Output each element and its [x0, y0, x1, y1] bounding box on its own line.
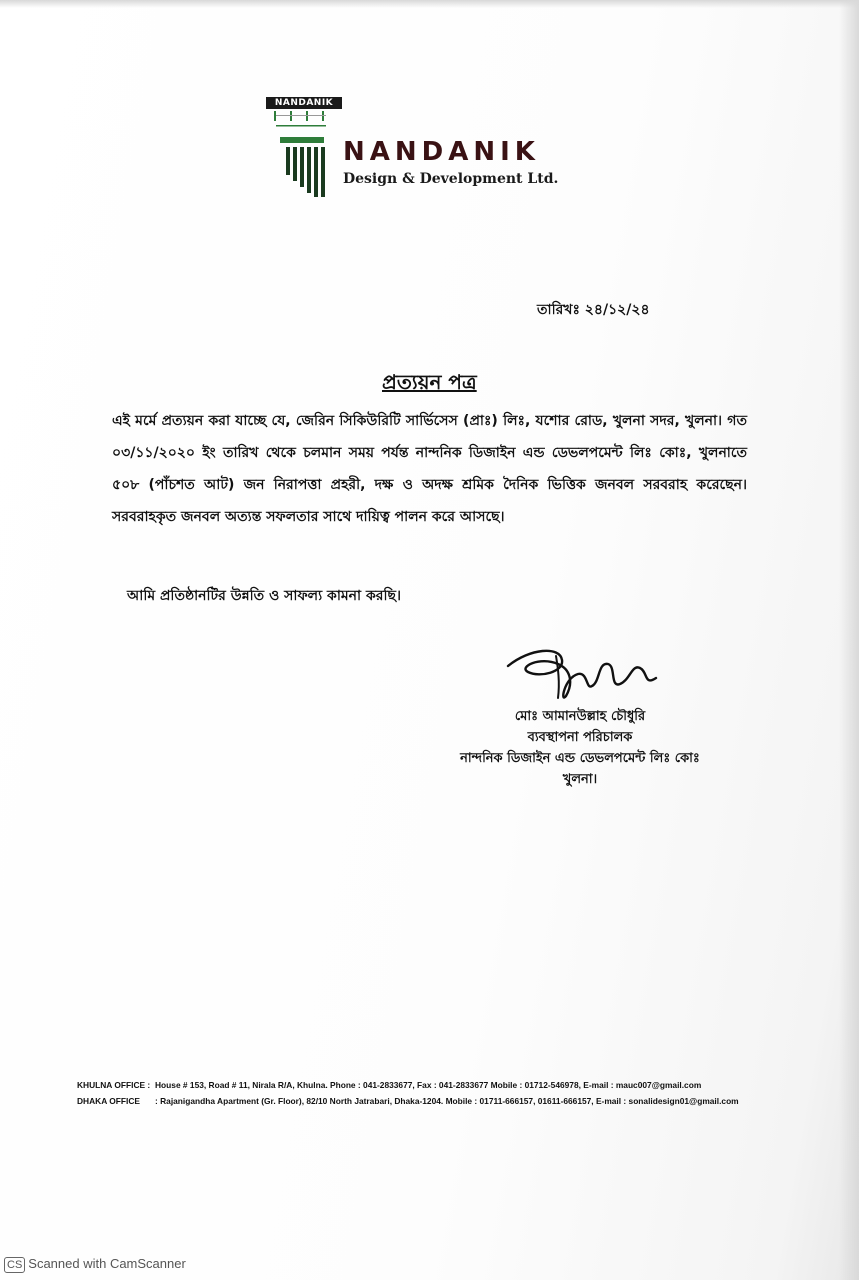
footer-khulna-office	[77, 1077, 817, 1093]
signer-company: নান্দনিক ডিজাইন এন্ড ডেভলপমেন্ট লিঃ কোঃ	[460, 751, 700, 766]
footer-khulna-label: KHULNA OFFICE :	[77, 1080, 151, 1090]
logo-badge: NANDANIK	[266, 97, 342, 109]
scan-top-shadow	[0, 0, 859, 8]
camscanner-icon: CS	[4, 1257, 25, 1273]
logo-company-subtitle: Design & Development Ltd.	[343, 171, 559, 187]
signer-block	[430, 706, 730, 790]
scan-right-shadow	[839, 0, 859, 1280]
letter-body: এই মর্মে প্রত্যয়ন করা যাচ্ছে যে, জেরিন সিকিউরিটি সার্ভিসেস (প্রাঃ) লিঃ, যশোর রোড, খুলনা সদর, খুলনা। গত ০৩/১১/২০২০ ইং তারিখ থেকে চলমান সময় পর্যন্ত নান্দনিক ডিজাইন এন্ড ডেভলপমেন্ট লিঃ কোঃ, খুলনাতে ৫০৮ (পাঁচশত আট) জন নিরাপত্তা প্রহরী, দক্ষ ও অদক্ষ শ্রমিক দৈনিক ভিত্তিক জনবল সরবরাহ করেছেন। সরবরাহকৃত জনবল অত্যন্ত সফলতার সাথে দায়িত্ব পালন করে আসছে।	[112, 413, 747, 525]
logo-company-name: NANDANIK	[343, 137, 540, 167]
footer-dhaka-office	[77, 1093, 817, 1109]
signature-image	[500, 638, 665, 708]
signer-designation: ব্যবস্থাপনা পরিচালক	[527, 730, 633, 745]
footer-dhaka-text: : Rajanigandha Apartment (Gr. Floor), 82/10 North Jatrabari, Dhaka-1204. Mobile : 01711-666157, 01611-666157, E-mail : sonalidesign01@gmail.com	[155, 1096, 739, 1106]
footer-khulna-text: House # 153, Road # 11, Nirala R/A, Khulna. Phone : 041-2833677, Fax : 041-2833677 Mobile : 01712-546978, E-mail : mauc007@gmail.com	[155, 1080, 702, 1090]
company-logo	[266, 97, 566, 202]
signer-name: মোঃ আমানউল্লাহ চৌধুরি	[514, 709, 646, 724]
letter-date: তারিখঃ ২৪/১২/২৪	[537, 302, 650, 318]
signer-city: খুলনা।	[562, 772, 598, 787]
footer-dhaka-label: DHAKA OFFICE	[77, 1096, 140, 1106]
camscanner-text: Scanned with CamScanner	[28, 1256, 186, 1271]
letter-wish: আমি প্রতিষ্ঠানটির উন্নতি ও সাফল্য কামনা করছি।	[127, 588, 401, 604]
logo-mark-icon	[266, 97, 342, 202]
letter-title: প্রত্যয়ন পত্র	[382, 370, 477, 394]
camscanner-watermark	[4, 1256, 186, 1273]
letterhead-footer	[77, 1077, 817, 1109]
